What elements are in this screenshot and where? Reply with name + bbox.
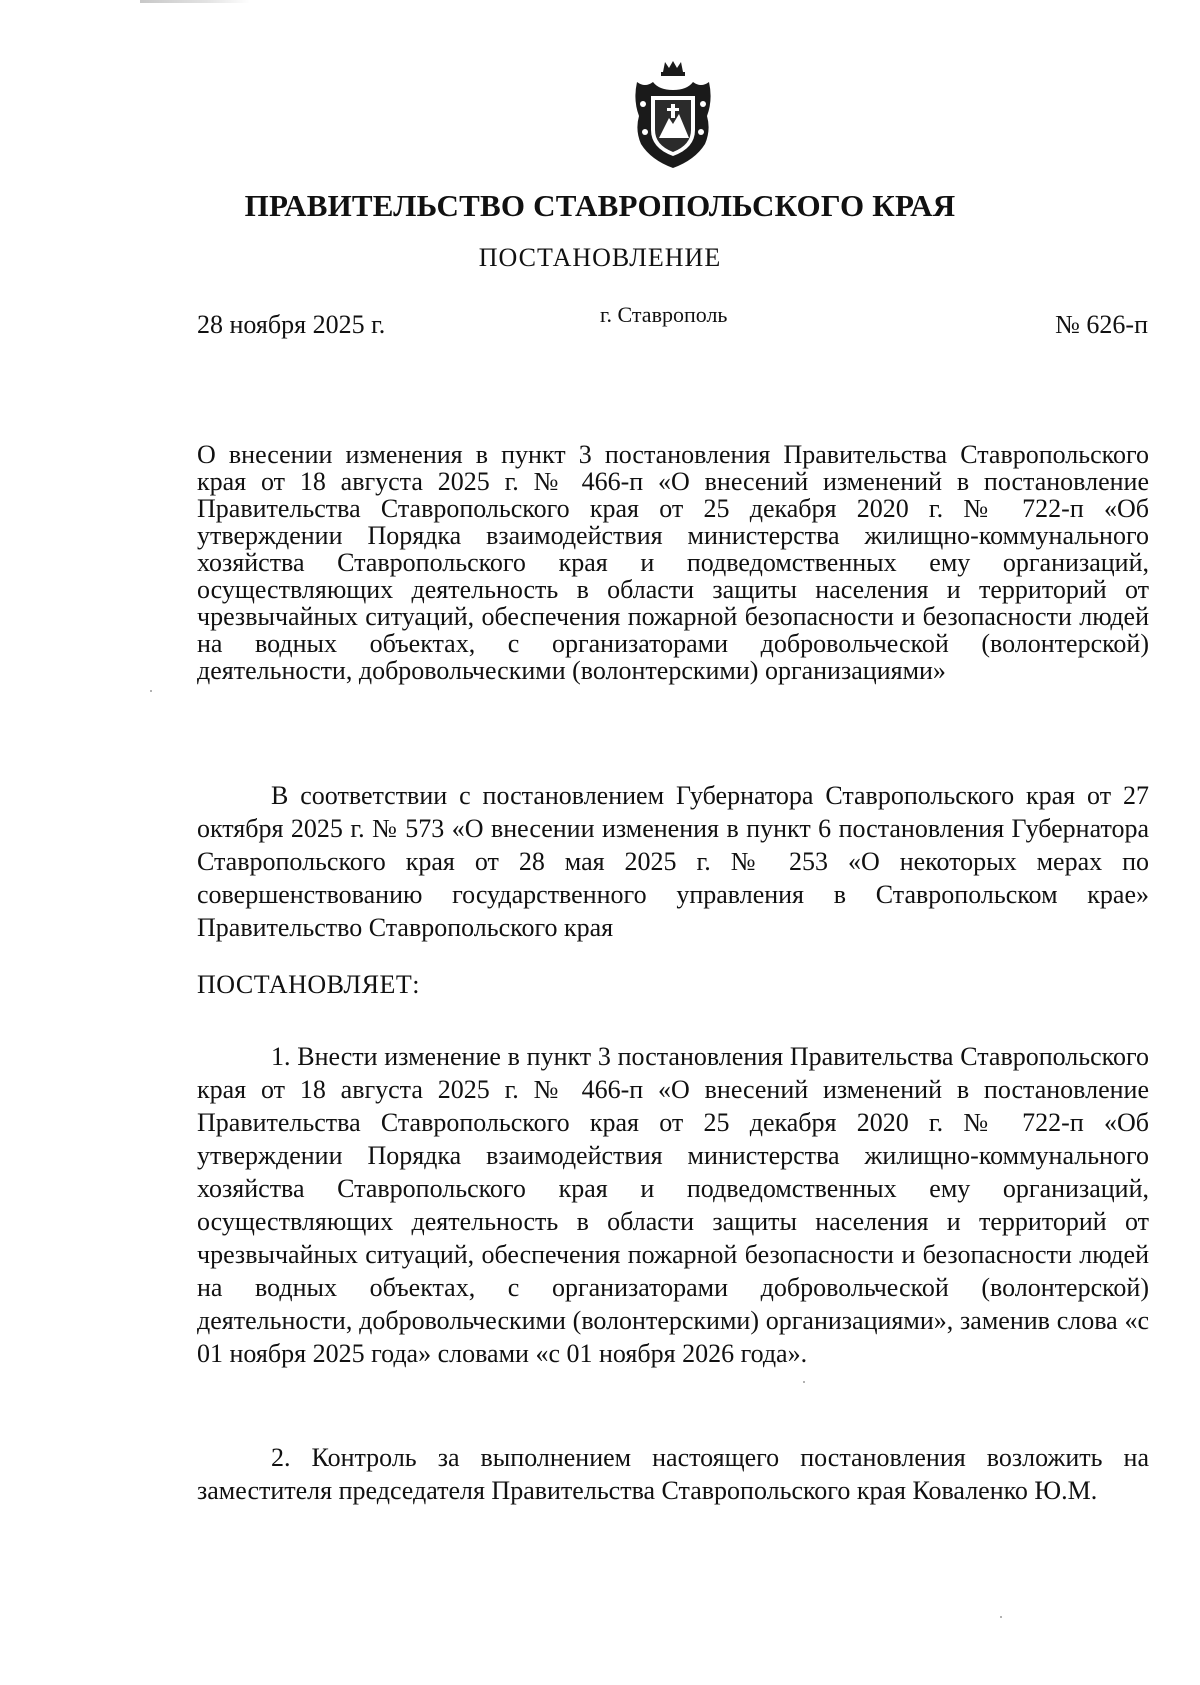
document-number: № 626-п <box>1055 310 1148 339</box>
document-type: ПОСТАНОВЛЕНИЕ <box>478 243 722 272</box>
document-date: 28 ноября 2025 г. <box>197 310 386 339</box>
decree-item-1: 1. Внести изменение в пункт 3 постановления Правительства Ставропольского края от 18 августа 2025 г. № 466-п «О внесений изменений в постановление Правительства Ставропольского края от 25 декабря 2020 г. № 722-п «Об утверждении Порядка взаимодействия министерства жилищно-коммунального хозяйства Ставропольского края и подведомственных ему организаций, осуществляющих деятельность в области защиты населения и территорий от чрезвычайных ситуаций, обеспечения пожарной безопасности и безопасности людей на водных объектах, с организаторами добровольческой (волонтерской) деятельности, добровольческими (волонтерскими) организациями», заменив слова «с 01 ноября 2025 года» словами «с 01 ноября 2026 года». <box>197 1042 1149 1368</box>
scan-speck <box>150 690 152 692</box>
document-preamble: В соответствии с постановлением Губернатора Ставропольского края от 27 октября 2025 г. № 573 «О внесении изменения в пункт 6 постановления Губернатора Ставропольского края от 28 мая 2025 г. № 253 «О некоторых мерах по совершенствованию государственного управления в Ставропольском крае» Правительство Ставропольского края <box>197 781 1149 942</box>
scan-speck <box>1000 1616 1002 1618</box>
scan-artifact <box>140 0 250 3</box>
scan-speck <box>803 1381 805 1383</box>
government-title: ПРАВИТЕЛЬСТВО СТАВРОПОЛЬСКОГО КРАЯ <box>244 188 956 223</box>
document-city: г. Ставрополь <box>600 302 728 327</box>
decree-item-2: 2. Контроль за выполнением настоящего постановления возложить на заместителя председателя Правительства Ставропольского края Коваленко Ю.М. <box>197 1443 1149 1505</box>
coat-of-arms-icon <box>631 60 715 170</box>
document-subject: О внесении изменения в пункт 3 постановления Правительства Ставропольского края от 18 августа 2025 г. № 466-п «О внесений изменений в постановление Правительства Ставропольского края от 25 декабря 2020 г. № 722-п «Об утверждении Порядка взаимодействия министерства жилищно-коммунального хозяйства Ставропольского края и подведомственных ему организаций, осуществляющих деятельность в области защиты населения и территорий от чрезвычайных ситуаций, обеспечения пожарной безопасности и безопасности людей на водных объектах, с организаторами добровольческой (волонтерской) деятельности, добровольческими (волонтерскими) организациями» <box>197 440 1149 685</box>
decree-word: ПОСТАНОВЛЯЕТ: <box>197 970 420 999</box>
